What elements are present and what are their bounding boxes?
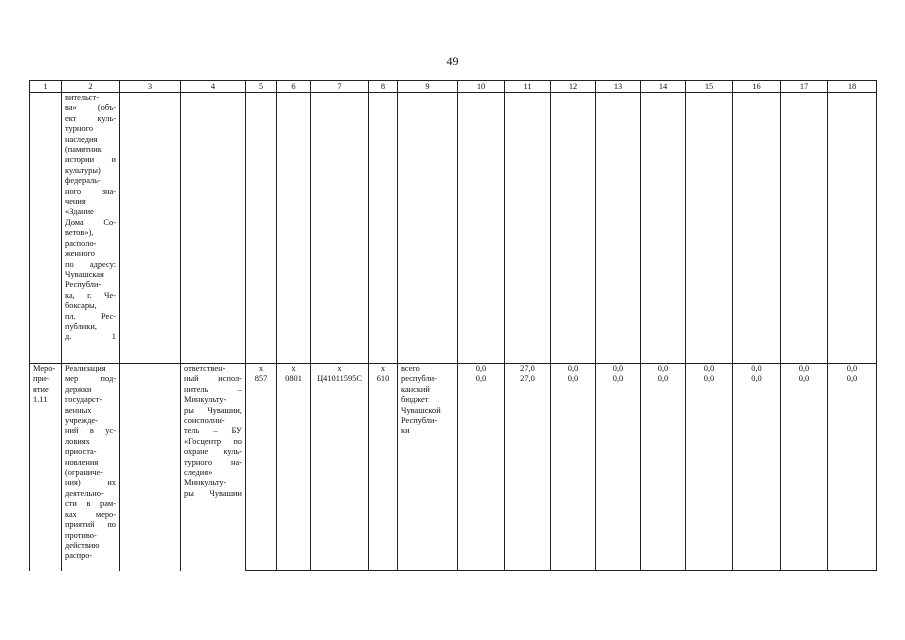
value-cell: 0,0 [781,374,828,571]
table-cell [733,93,781,364]
section-code: 0801 [277,374,311,571]
value-cell: 0,0 [641,374,686,571]
table-cell [181,93,246,364]
column-number-row [30,81,877,93]
event-total-row [30,364,877,375]
value-cell: 0,0 [641,364,686,375]
table-cell [458,93,505,364]
event-title: Реализация мер под- держки государст- венных учрежде- ний в ус- ловиях приоста- новления (ограниче- ния) их деятельно- сти в рам- ках меро- приятий по противо- действию распро- [62,364,120,571]
column-header: 9 [398,81,458,93]
table-cell [505,93,551,364]
column-header: 17 [781,81,828,93]
value-cell: 0,0 [733,374,781,571]
column-header: 10 [458,81,505,93]
table-cell [120,93,181,364]
column-header: 3 [120,81,181,93]
value-cell: 0,0 [596,374,641,571]
table-cell [596,93,641,364]
column-header: 12 [551,81,596,93]
event-number: Меро- при- ятие 1.11 [30,364,62,571]
table-cell [686,93,733,364]
table-cell [641,93,686,364]
continuation-row [30,93,877,364]
column-header: 14 [641,81,686,93]
table-cell [369,93,398,364]
table-cell [120,364,181,571]
page-number: 49 [446,54,459,68]
value-cell: 0,0 [733,364,781,375]
value-cell: 27,0 [505,374,551,571]
table-cell [246,93,277,364]
column-header: 11 [505,81,551,93]
section-code: x [277,364,311,375]
value-cell: 0,0 [828,374,877,571]
target-article-code: x [311,364,369,375]
value-cell: 0,0 [551,364,596,375]
value-cell: 0,0 [781,364,828,375]
value-cell: 0,0 [686,374,733,571]
value-cell: 0,0 [596,364,641,375]
column-header: 7 [311,81,369,93]
funding-source: республи- канский бюджет Чувашской Республи- ки [398,374,458,571]
value-cell: 0,0 [686,364,733,375]
column-header: 6 [277,81,311,93]
value-cell: 0,0 [828,364,877,375]
event-executor: ответствен- ный испол- нитель – Минкульту- ры Чувашии, соисполни- тель – БУ «Госцентр по охране куль- турного на- следия» Минкульту- ры Чувашии [181,364,246,571]
target-article-code: Ц41011595С [311,374,369,571]
column-header: 18 [828,81,877,93]
table-cell [30,93,62,364]
expense-type-code: 610 [369,374,398,571]
table-cell [828,93,877,364]
table-cell [311,93,369,364]
table-cell [551,93,596,364]
column-header: 5 [246,81,277,93]
column-header: 1 [30,81,62,93]
object-description: вительст- ва» (объ- ект куль- турного наследия (памятник истории и культуры) федераль- ного зна- чения «Здание Дома Со- ветов»), располо- женного по адресу: Чувашская Республи- ка, г. Че- боксары, пл. Рес- публики, д. 1 [62,93,120,364]
funding-source: всего [398,364,458,375]
table-cell [277,93,311,364]
value-cell: 0,0 [458,374,505,571]
table-cell [781,93,828,364]
column-header: 16 [733,81,781,93]
column-header: 4 [181,81,246,93]
grbs-code: x [246,364,277,375]
value-cell: 0,0 [458,364,505,375]
column-header: 2 [62,81,120,93]
column-header: 13 [596,81,641,93]
column-header: 8 [369,81,398,93]
grbs-code: 857 [246,374,277,571]
value-cell: 27,0 [505,364,551,375]
column-header: 15 [686,81,733,93]
expense-type-code: x [369,364,398,375]
value-cell: 0,0 [551,374,596,571]
table-cell [398,93,458,364]
budget-table [29,80,877,571]
